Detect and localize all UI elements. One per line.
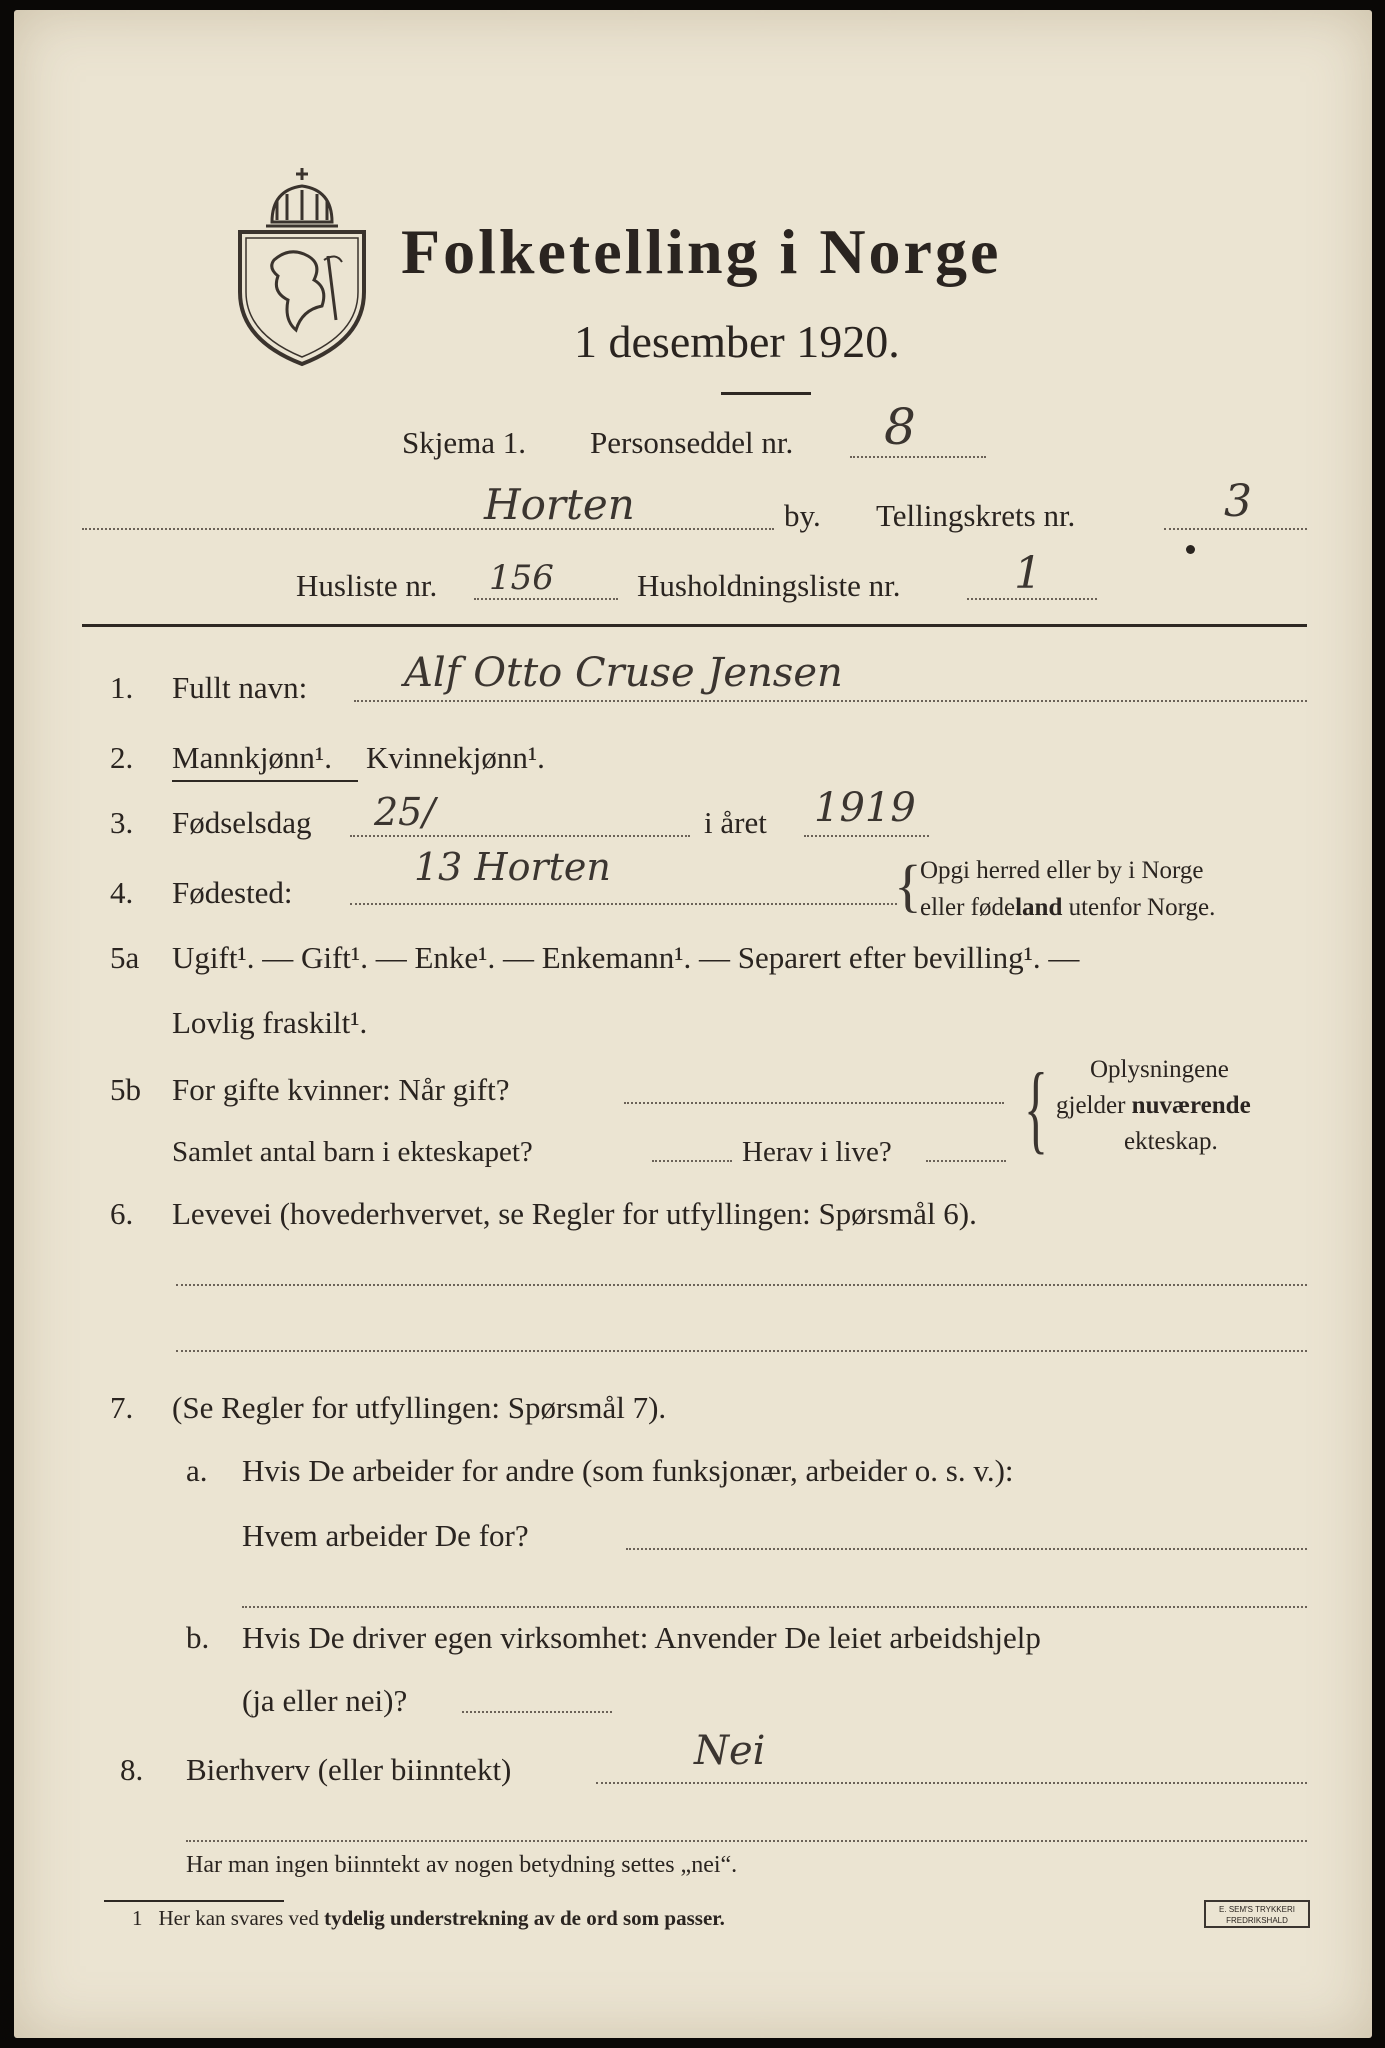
city-value[interactable]: Horten bbox=[484, 480, 635, 529]
q2-female-option[interactable]: Kvinnekjønn¹. bbox=[366, 740, 545, 775]
q4-birthplace-value[interactable]: 13 Horten bbox=[414, 845, 611, 889]
footnote bbox=[132, 1906, 725, 1931]
q5b-note-line3: ekteskap. bbox=[1124, 1128, 1218, 1155]
skjema-label: Skjema 1. bbox=[402, 425, 526, 460]
q7b-question: Hvis De driver egen virksomhet: Anvender De leiet arbeidshjelp bbox=[242, 1620, 1041, 1655]
tellingskrets-value[interactable]: 3 bbox=[1224, 476, 1252, 527]
tellingskrets-dotted-line bbox=[1164, 528, 1307, 530]
by-label: by. bbox=[784, 498, 821, 533]
husliste-label: Husliste nr. bbox=[296, 568, 438, 603]
footnote-pre: Her kan svares ved bbox=[158, 1906, 325, 1930]
q8-dotted-line-2 bbox=[186, 1840, 1307, 1842]
q4-brace: { bbox=[894, 853, 922, 918]
husholdning-label: Husholdningsliste nr. bbox=[637, 568, 901, 603]
q8-dotted-line bbox=[596, 1782, 1307, 1784]
printer-stamp bbox=[1204, 1900, 1310, 1928]
husholdning-value[interactable]: 1 bbox=[1014, 548, 1042, 599]
title-divider bbox=[721, 392, 811, 395]
q3-year-value[interactable]: 1919 bbox=[814, 785, 916, 831]
q5b-when-married-dotted-line bbox=[624, 1102, 1004, 1104]
footnote-rule bbox=[104, 1900, 284, 1902]
form-title: Folketelling i Norge bbox=[401, 216, 1002, 287]
nei-note: Har man ingen biinntekt av nogen betydning settes „nei“. bbox=[186, 1852, 738, 1878]
q8-side-income-value[interactable]: Nei bbox=[694, 1728, 766, 1774]
q6-dotted-line-2 bbox=[176, 1350, 1307, 1352]
q4-number: 4. bbox=[110, 875, 134, 910]
q7a-dotted-line-2 bbox=[242, 1606, 1307, 1608]
q1-dotted-line bbox=[354, 700, 1307, 702]
q7a-employer-label: Hvem arbeider De for? bbox=[242, 1518, 529, 1553]
q2-male-option[interactable]: Mannkjønn¹. bbox=[172, 740, 332, 775]
q7b-hired-help-label: (ja eller nei)? bbox=[242, 1683, 408, 1718]
census-form-sheet bbox=[14, 10, 1372, 2038]
city-dotted-line bbox=[82, 528, 774, 530]
q4-note-post: utenfor Norge. bbox=[1062, 894, 1216, 921]
header-separator bbox=[82, 624, 1307, 627]
printer-line2: FREDRIKSHALD bbox=[1226, 1916, 1288, 1925]
q7a-employer-dotted-line bbox=[626, 1548, 1307, 1550]
q5b-alive-label: Herav i live? bbox=[742, 1136, 892, 1168]
q3-year-label: i året bbox=[704, 805, 767, 840]
q5b-number: 5b bbox=[110, 1072, 141, 1107]
q4-note-bold: land bbox=[1015, 894, 1063, 921]
q6-number: 6. bbox=[110, 1196, 134, 1231]
personseddel-label: Personseddel nr. bbox=[590, 425, 794, 460]
q7b-letter: b. bbox=[186, 1620, 210, 1655]
ink-dot bbox=[1186, 545, 1195, 554]
q7-number: 7. bbox=[110, 1390, 134, 1425]
q7b-dotted-line bbox=[462, 1711, 612, 1713]
q1-full-name-value[interactable]: Alf Otto Cruse Jensen bbox=[404, 650, 843, 696]
q3-year-dotted-line bbox=[804, 835, 929, 837]
personseddel-value[interactable]: 8 bbox=[884, 398, 916, 456]
q7a-question: Hvis De arbeider for andre (som funksjonær, arbeider o. s. v.): bbox=[242, 1453, 1014, 1488]
husliste-dotted-line bbox=[474, 598, 618, 600]
q8-label: Bierhverv (eller biinntekt) bbox=[186, 1752, 512, 1787]
footnote-bold: tydelig understrekning av de ord som passer. bbox=[324, 1906, 725, 1930]
q5b-children-dotted-line bbox=[652, 1160, 732, 1162]
q5b-children-label: Samlet antal barn i ekteskapet? bbox=[172, 1136, 533, 1168]
q6-label: Levevei (hovederhvervet, se Regler for utfyllingen: Spørsmål 6). bbox=[172, 1196, 977, 1231]
q4-note-line1: Opgi herred eller by i Norge bbox=[920, 857, 1204, 884]
q5b-when-married-label: For gifte kvinner: Når gift? bbox=[172, 1072, 510, 1107]
q5a-marital-options[interactable]: Ugift¹. — Gift¹. — Enke¹. — Enkemann¹. — Separert efter bevilling¹. — bbox=[172, 940, 1080, 975]
norway-coat-of-arms-icon bbox=[232, 160, 372, 370]
q5b-brace: { bbox=[1024, 1052, 1048, 1163]
q1-label: Fullt navn: bbox=[172, 670, 308, 705]
q5b-note-line2 bbox=[1056, 1092, 1251, 1120]
q3-day-dotted-line bbox=[350, 835, 690, 837]
q4-note-line2 bbox=[920, 894, 1215, 922]
q7a-letter: a. bbox=[186, 1453, 208, 1488]
q7-label: (Se Regler for utfyllingen: Spørsmål 7). bbox=[172, 1390, 667, 1425]
q5b-alive-dotted-line bbox=[926, 1160, 1006, 1162]
printer-line1: E. SEM'S TRYKKERI bbox=[1219, 1905, 1295, 1914]
q5b-note-line1: Oplysningene bbox=[1090, 1056, 1229, 1083]
q4-label: Fødested: bbox=[172, 875, 293, 910]
husliste-value[interactable]: 156 bbox=[489, 558, 554, 598]
q5a-divorced-option[interactable]: Lovlig fraskilt¹. bbox=[172, 1005, 368, 1040]
q3-label: Fødselsdag bbox=[172, 805, 312, 840]
q4-note-pre: eller føde bbox=[920, 894, 1016, 921]
q5b-note-pre: gjelder bbox=[1056, 1092, 1132, 1119]
q3-day-value[interactable]: 25/ bbox=[374, 790, 436, 834]
q2-male-underline bbox=[172, 780, 358, 782]
q2-number: 2. bbox=[110, 740, 134, 775]
q8-number: 8. bbox=[120, 1752, 144, 1787]
q6-dotted-line-1 bbox=[176, 1284, 1307, 1286]
q3-number: 3. bbox=[110, 805, 134, 840]
personseddel-dotted-line bbox=[850, 456, 986, 458]
footnote-mark: 1 bbox=[132, 1906, 143, 1930]
form-date: 1 desember 1920. bbox=[574, 316, 900, 367]
tellingskrets-label: Tellingskrets nr. bbox=[876, 498, 1076, 533]
q4-dotted-line bbox=[350, 903, 897, 905]
q1-number: 1. bbox=[110, 670, 134, 705]
q5b-note-bold: nuværende bbox=[1131, 1092, 1251, 1119]
q5a-number: 5a bbox=[110, 940, 140, 975]
